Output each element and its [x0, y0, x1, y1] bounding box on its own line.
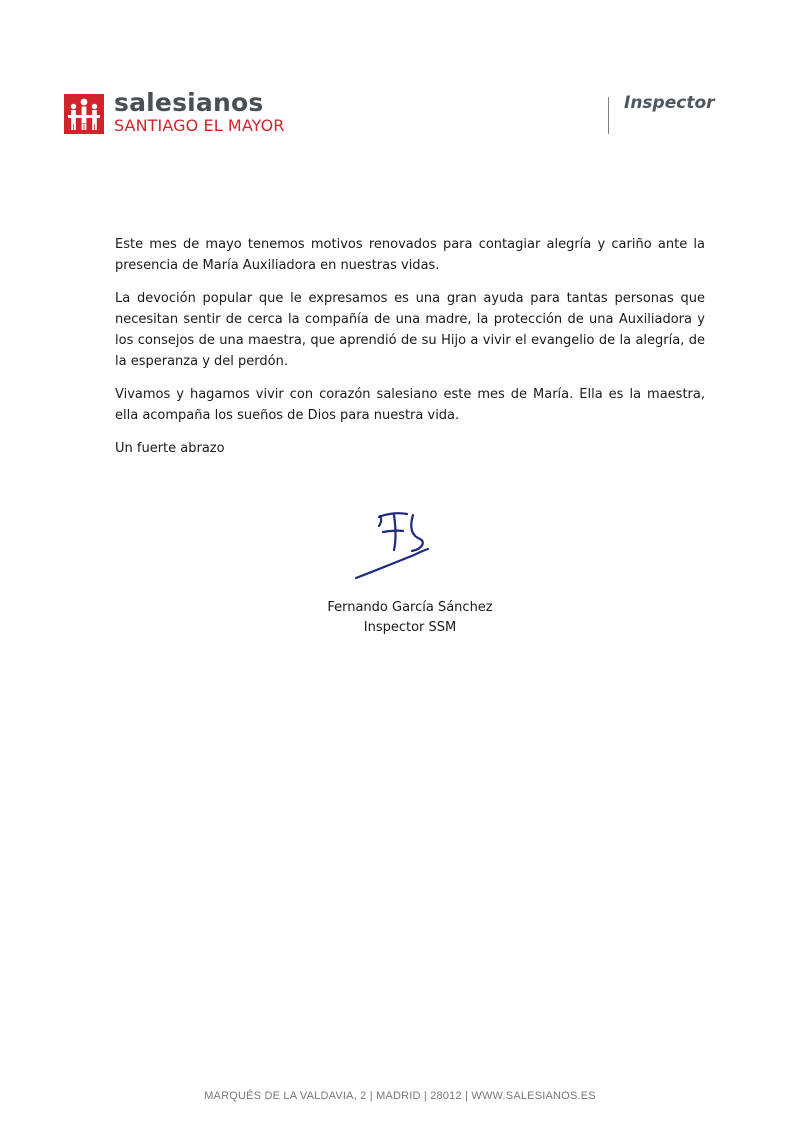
salesianos-logo-icon — [64, 94, 104, 134]
letter-closing: Un fuerte abrazo — [115, 441, 225, 456]
letter-paragraph: Este mes de mayo tenemos motivos renovados para contagiar alegría y cariño ante la presencia de María Auxiliadora en nuestras vidas. — [115, 237, 705, 273]
signatory-title: Inspector SSM — [363, 620, 457, 635]
letter-paragraph: Vivamos y hagamos vivir con corazón salesiano este mes de María. Ella es la maestra, ella acompaña los sueños de Dios para nuestra vida. — [115, 387, 705, 423]
handwritten-signature — [350, 505, 436, 585]
brand-name: salesianos — [114, 88, 264, 117]
header-divider — [608, 97, 609, 134]
letter-body — [115, 234, 705, 471]
salesianos-logo — [64, 88, 304, 138]
footer-address: MARQUÉS DE LA VALDAVIA, 2 | MADRID | 28012 | WWW.SALESIANOS.ES — [204, 1090, 596, 1102]
letter-paragraph: La devoción popular que le expresamos es una gran ayuda para tantas personas que necesitan sentir de cerca la compañía de una madre, la protección de una Auxiliadora y los consejos de una maestra, que aprendió de su Hijo a vivir el evangelio de la alegría, de la esperanza y del perdón. — [115, 291, 705, 369]
brand-subtitle: SANTIAGO EL MAYOR — [114, 116, 285, 135]
signature-block — [300, 598, 520, 638]
sender-role-label: Inspector — [624, 93, 715, 113]
signatory-name: Fernando García Sánchez — [327, 600, 493, 615]
